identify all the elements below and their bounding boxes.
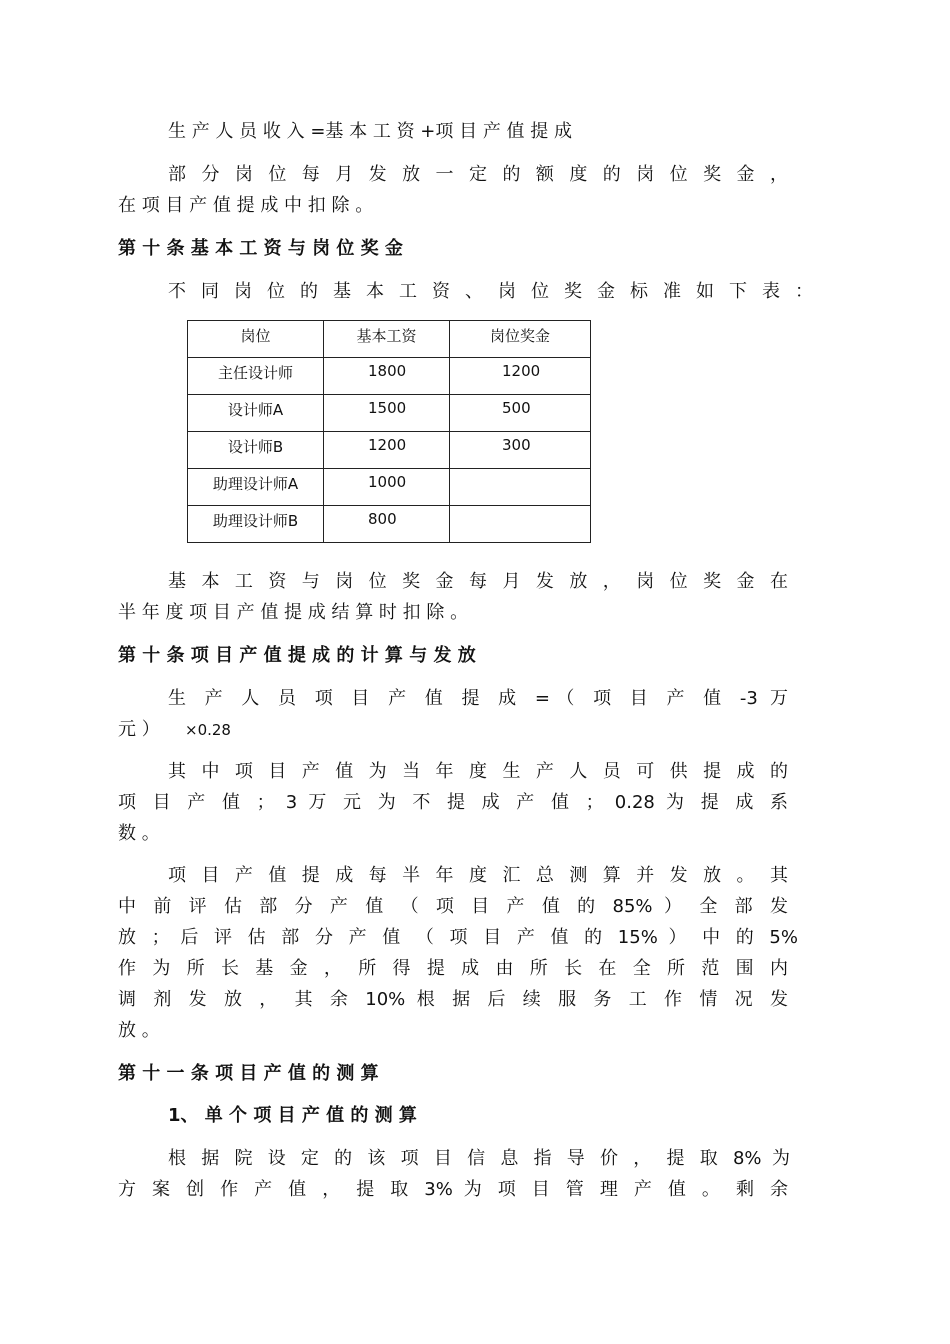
- table-row: [188, 395, 591, 432]
- table-row: [188, 506, 591, 543]
- table-header-cell: 基本工资: [324, 321, 450, 358]
- paragraph-line: 基 本 工 资 与 岗 位 奖 金 每 月 发 放 ， 岗 位 奖 金 在: [168, 571, 788, 592]
- table-cell-position: 设计师A: [188, 395, 324, 432]
- paragraph-line: 在 项 目 产 值 提 成 中 扣 除 。: [118, 195, 374, 216]
- table-cell-bonus: 300: [450, 432, 591, 469]
- paragraph-line: 部 分 岗 位 每 月 发 放 一 定 的 额 度 的 岗 位 奖 金 ，: [168, 164, 788, 185]
- formula-commission: 生 产 人 员 项 目 产 值 提 成 =（ 项 目 产 值 -3 万: [168, 688, 788, 709]
- table-cell-bonus: 500: [450, 395, 591, 432]
- table-cell-base-salary: 1500: [324, 395, 450, 432]
- paragraph-line: 数 。: [118, 823, 160, 844]
- paragraph-line: 中 前 评 估 部 分 产 值 （ 项 目 产 值 的 85% ） 全 部 发: [118, 896, 788, 917]
- table-header-cell: 岗位奖金: [450, 321, 591, 358]
- paragraph-line: 根 据 院 设 定 的 该 项 目 信 息 指 导 价 ， 提 取 8% 为: [168, 1148, 790, 1169]
- paragraph-line: 放 。: [118, 1020, 160, 1041]
- paragraph-line: 项 目 产 值 提 成 每 半 年 度 汇 总 测 算 并 发 放 。 其: [168, 865, 788, 886]
- section-heading-article-10b: 第 十 条 项 目 产 值 提 成 的 计 算 与 发 放: [118, 645, 476, 666]
- paragraph-line: 项 目 产 值 ； 3 万 元 为 不 提 成 产 值 ； 0.28 为 提 成 系: [118, 792, 788, 813]
- table-cell-position: 主任设计师: [188, 358, 324, 395]
- table-cell-base-salary: 800: [324, 506, 450, 543]
- paragraph-line: 其 中 项 目 产 值 为 当 年 度 生 产 人 员 可 供 提 成 的: [168, 761, 788, 782]
- paragraph-line: 作 为 所 长 基 金 ， 所 得 提 成 由 所 长 在 全 所 范 围 内: [118, 958, 788, 979]
- table-cell-base-salary: 1200: [324, 432, 450, 469]
- paragraph-line: 不 同 岗 位 的 基 本 工 资 、 岗 位 奖 金 标 准 如 下 表 ：: [168, 281, 813, 302]
- table-row: [188, 469, 591, 506]
- paragraph-line: 方 案 创 作 产 值 ， 提 取 3% 为 项 目 管 理 产 值 。 剩 余: [118, 1179, 788, 1200]
- formula-income: 生 产 人 员 收 入 =基 本 工 资 +项 目 产 值 提 成: [168, 121, 572, 142]
- table-header-cell: 岗位: [188, 321, 324, 358]
- wage-standard-table: [187, 320, 591, 543]
- table-cell-position: 助理设计师A: [188, 469, 324, 506]
- subsection-heading: 1、 单 个 项 目 产 值 的 测 算: [168, 1105, 417, 1126]
- table-cell-position: 设计师B: [188, 432, 324, 469]
- table-cell-base-salary: 1000: [324, 469, 450, 506]
- table-cell-bonus: [450, 506, 591, 543]
- table-row: [188, 358, 591, 395]
- paragraph-line: 放 ； 后 评 估 部 分 产 值 （ 项 目 产 值 的 15% ） 中 的 5%: [118, 927, 798, 948]
- section-heading-article-11: 第 十 一 条 项 目 产 值 的 测 算: [118, 1063, 379, 1084]
- table-row: [188, 432, 591, 469]
- table-cell-position: 助理设计师B: [188, 506, 324, 543]
- table-cell-bonus: 1200: [450, 358, 591, 395]
- table-header-row: [188, 321, 591, 358]
- formula-coefficient: ×0.28: [185, 721, 231, 739]
- section-heading-article-10: 第 十 条 基 本 工 资 与 岗 位 奖 金: [118, 238, 403, 259]
- paragraph-line: 调 剂 发 放 ， 其 余 10% 根 据 后 续 服 务 工 作 情 况 发: [118, 989, 788, 1010]
- table-cell-bonus: [450, 469, 591, 506]
- paragraph-line: 半 年 度 项 目 产 值 提 成 结 算 时 扣 除 。: [118, 602, 469, 623]
- table-cell-base-salary: 1800: [324, 358, 450, 395]
- paragraph-line: 元 ）: [118, 719, 160, 740]
